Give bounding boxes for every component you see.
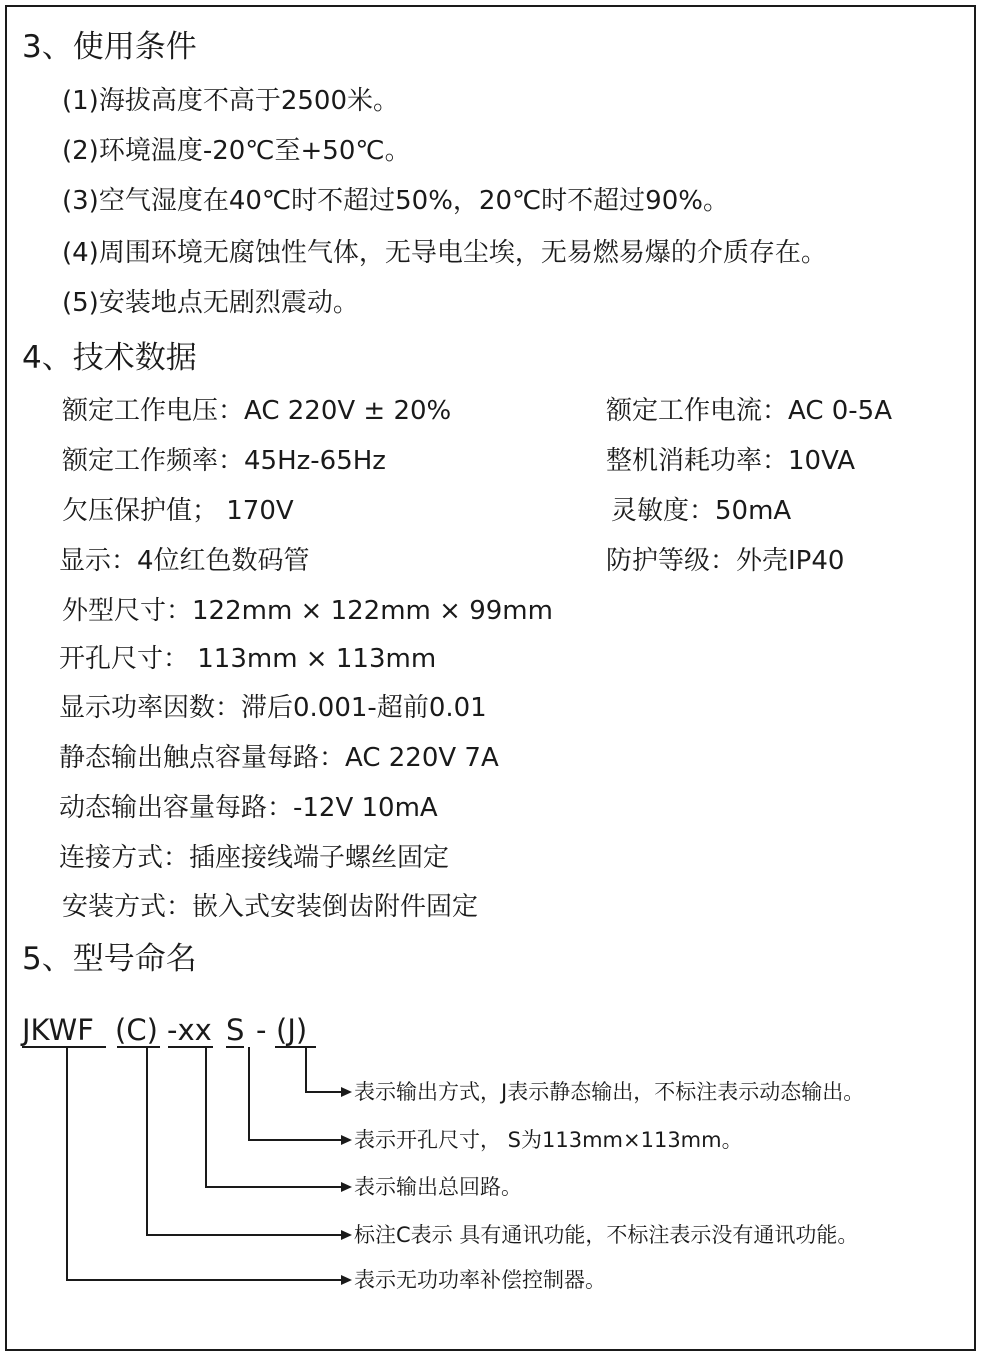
spec-protection-level: 防护等级：外壳IP40: [606, 546, 845, 576]
model-code-dash: -: [256, 1013, 267, 1047]
model-code-size: S: [226, 1013, 245, 1047]
spec-connection: 连接方式：插座接线端子螺丝固定: [59, 843, 450, 873]
note-total-loops: 表示输出总回路。: [354, 1175, 522, 1199]
note-cutout-size: 表示开孔尺寸， S为113mm×113mm。: [354, 1128, 743, 1152]
spec-rated-voltage: 额定工作电压：AC 220V ± 20%: [62, 396, 452, 426]
section-4-title: 4、技术数据: [22, 340, 197, 376]
spec-rated-current: 额定工作电流：AC 0-5A: [606, 396, 893, 426]
spec-power-factor: 显示功率因数：滞后0.001-超前0.01: [59, 693, 487, 723]
spec-undervoltage: 欠压保护值； 170V: [62, 496, 294, 526]
condition-item: (1)海拔高度不高于2500米。: [62, 86, 399, 116]
condition-item: (2)环境温度-20℃至+50℃。: [62, 136, 411, 166]
spec-cutout: 开孔尺寸： 113mm × 113mm: [59, 644, 437, 674]
spec-sensitivity: 灵敏度：50mA: [611, 496, 792, 526]
spec-static-output: 静态输出触点容量每路：AC 220V 7A: [59, 743, 499, 773]
condition-item: (3)空气湿度在40℃时不超过50%，20℃时不超过90%。: [62, 186, 729, 216]
model-code-loops: -xx: [167, 1013, 212, 1047]
model-code-comm: (C): [115, 1013, 158, 1047]
model-code-base: JKWF: [22, 1013, 94, 1047]
spec-display: 显示：4位红色数码管: [59, 546, 310, 576]
spec-rated-frequency: 额定工作频率：45Hz-65Hz: [62, 446, 386, 476]
condition-item: (5)安装地点无剧烈震动。: [62, 288, 359, 318]
spec-power-consumption: 整机消耗功率：10VA: [606, 446, 855, 476]
section-5-title: 5、型号命名: [22, 941, 197, 977]
section-3-title: 3、使用条件: [22, 29, 197, 65]
note-controller-type: 表示无功功率补偿控制器。: [354, 1268, 606, 1292]
condition-item: (4)周围环境无腐蚀性气体，无导电尘埃，无易燃易爆的介质存在。: [62, 238, 827, 268]
spec-dimensions: 外型尺寸：122mm × 122mm × 99mm: [62, 596, 553, 626]
spec-installation: 安装方式：嵌入式安装倒齿附件固定: [62, 892, 479, 922]
spec-dynamic-output: 动态输出容量每路：-12V 10mA: [59, 793, 438, 823]
model-code-output: (J): [276, 1013, 308, 1047]
note-output-mode: 表示输出方式，J表示静态输出，不标注表示动态输出。: [354, 1080, 865, 1104]
note-communication: 标注C表示 具有通讯功能，不标注表示没有通讯功能。: [354, 1223, 859, 1247]
